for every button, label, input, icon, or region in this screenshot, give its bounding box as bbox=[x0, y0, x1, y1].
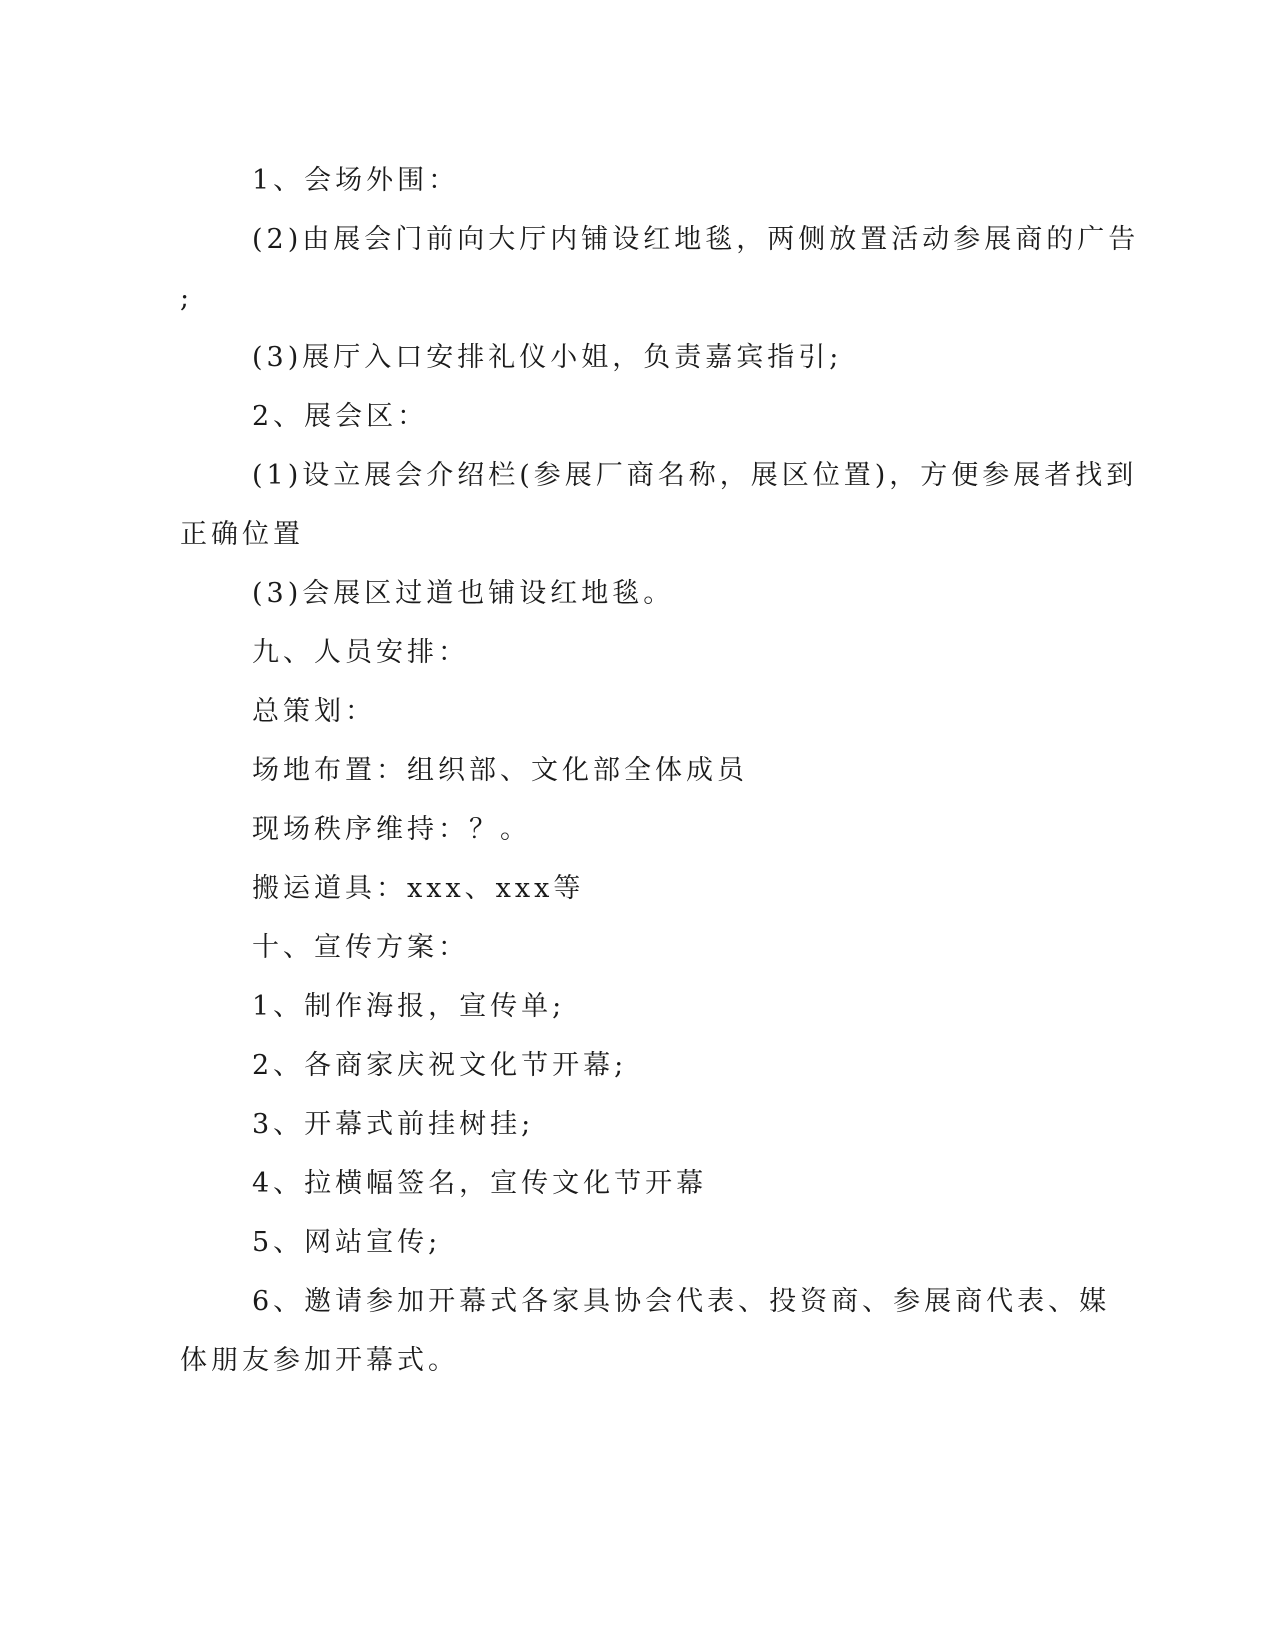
text-line: 5、网站宣传; bbox=[252, 1227, 442, 1258]
text-line: ; bbox=[180, 283, 194, 314]
section-heading: 九、人员安排： bbox=[252, 637, 469, 668]
text-line: 1、会场外围： bbox=[252, 165, 460, 196]
text-line: 现场秩序维持：？。 bbox=[252, 814, 531, 845]
text-line: 体朋友参加开幕式。 bbox=[180, 1345, 459, 1376]
text-line: 3、开幕式前挂树挂; bbox=[252, 1109, 535, 1140]
text-line: 2、展会区： bbox=[252, 401, 429, 432]
text-line: 6、邀请参加开幕式各家具协会代表、投资商、参展商代表、媒 bbox=[252, 1286, 1111, 1317]
text-line: 总策划： bbox=[252, 696, 376, 727]
text-line: 4、拉横幅签名，宣传文化节开幕 bbox=[252, 1168, 708, 1199]
text-line: (3)会展区过道也铺设红地毯。 bbox=[252, 578, 675, 609]
text-line: 场地布置：组织部、文化部全体成员 bbox=[252, 755, 748, 786]
text-line: (1)设立展会介绍栏(参展厂商名称，展区位置)，方便参展者找到 bbox=[252, 460, 1138, 491]
text-line: (3)展厅入口安排礼仪小姐，负责嘉宾指引; bbox=[252, 342, 843, 373]
text-line: 1、制作海报，宣传单; bbox=[252, 991, 566, 1022]
text-line: 2、各商家庆祝文化节开幕; bbox=[252, 1050, 628, 1081]
text-line: (2)由展会门前向大厅内铺设红地毯，两侧放置活动参展商的广告 bbox=[252, 224, 1140, 255]
section-heading: 十、宣传方案： bbox=[252, 932, 469, 963]
text-line: 正确位置 bbox=[180, 519, 304, 550]
text-line: 搬运道具：xxx、xxx等 bbox=[252, 873, 585, 904]
